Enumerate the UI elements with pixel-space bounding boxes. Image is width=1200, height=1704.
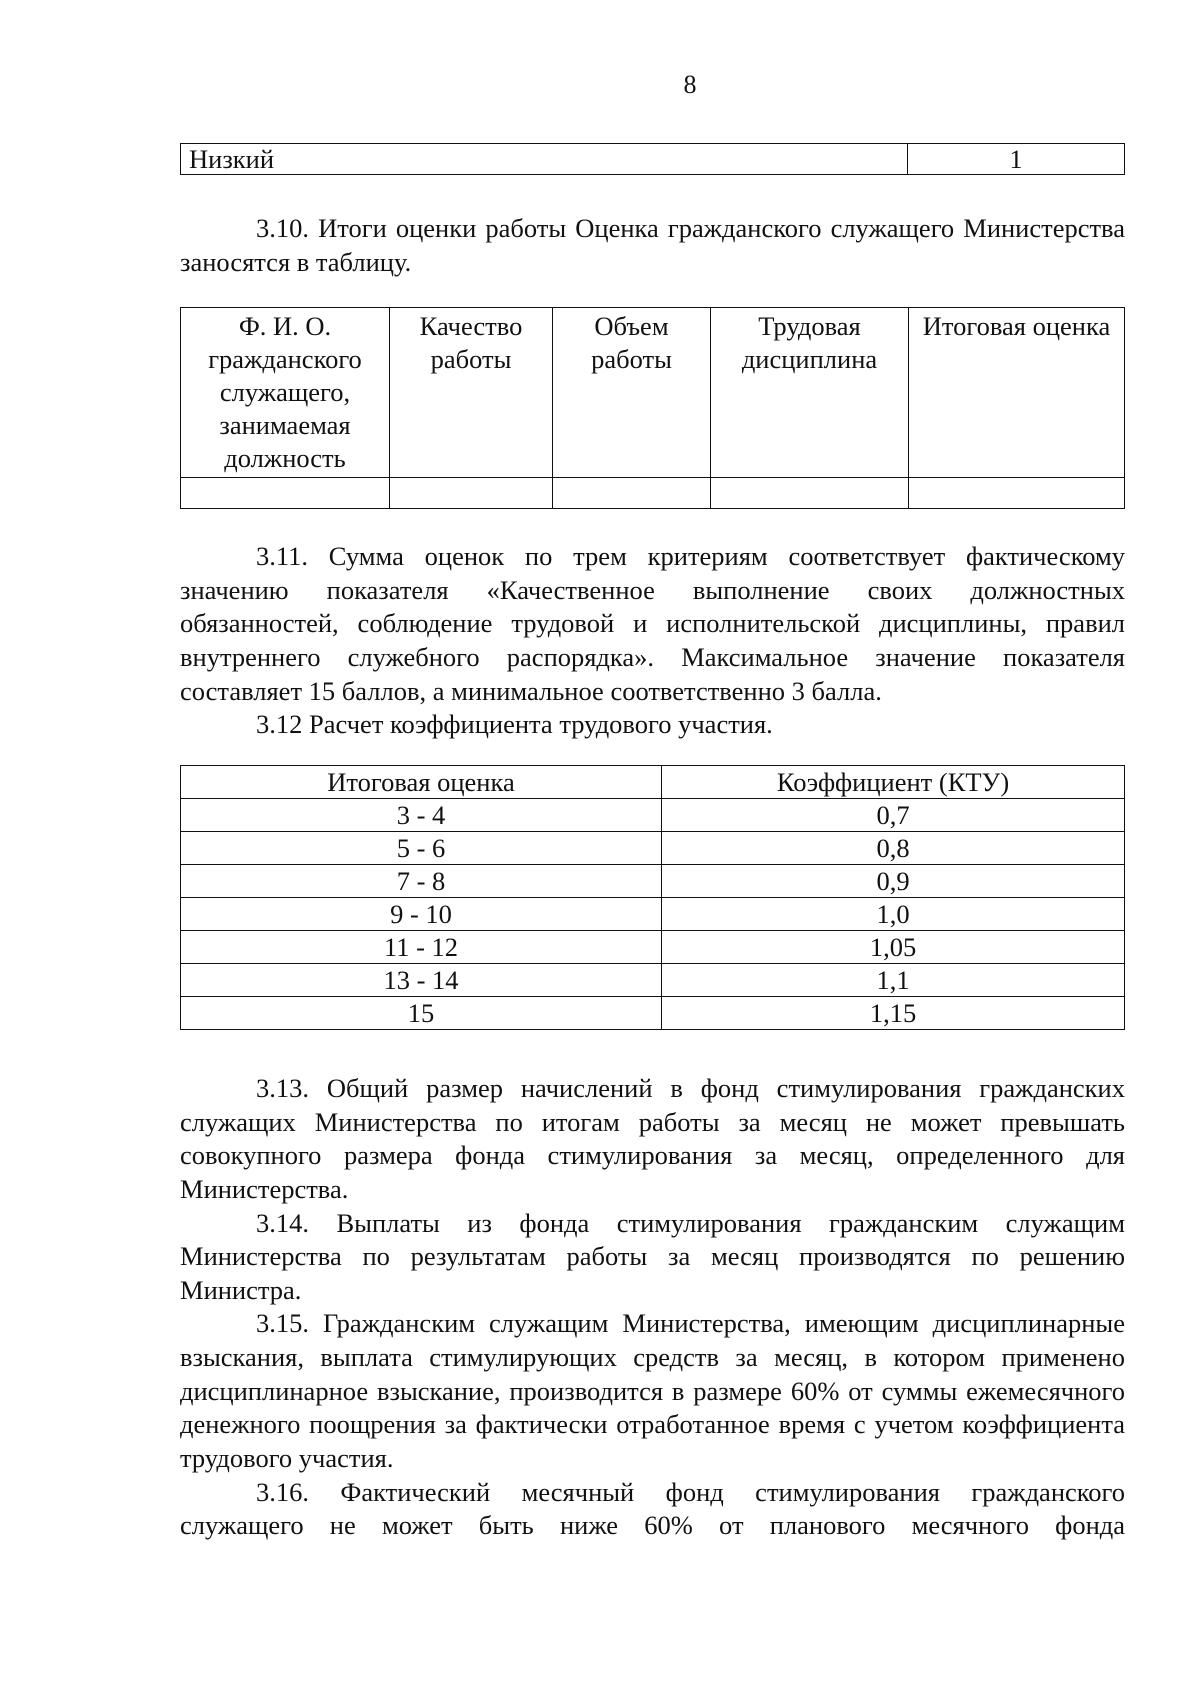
empty-cell: [181, 478, 390, 509]
paragraph-3-13: 3.13. Общий размер начислений в фонд стимулирования гражданских служащих Министерства по итогам работы за месяц не может превышать совокупного размера фонда стимулирования за месяц, определенного для Министерства.: [180, 1073, 1125, 1204]
table-row: [181, 799, 1125, 832]
paragraph-3-16: 3.16. Фактический месячный фонд стимулирования гражданского служащего не может быть ниже 60% от планового месячного фонда: [180, 1476, 1125, 1541]
paragraph-3-12: 3.12 Расчет коэффициента трудового участия.: [256, 709, 773, 740]
score-range: 11 - 12: [181, 931, 662, 964]
score-range: 3 - 4: [181, 799, 662, 832]
coefficient-value: 0,8: [662, 832, 1125, 865]
table-row: [181, 931, 1125, 964]
sections-3-13-to-3-16: [180, 1072, 1125, 1543]
header-discipline: Трудовая дисциплина: [711, 308, 909, 478]
coefficient-value: 1,1: [662, 964, 1125, 997]
rating-label: Низкий: [181, 144, 908, 175]
table-header-row: [181, 308, 1125, 478]
header-final-score: Итоговая оценка: [909, 308, 1125, 478]
table-row: [181, 997, 1125, 1030]
section-3-10: [180, 212, 1125, 279]
paragraph-3-10: 3.10. Итоги оценки работы Оценка гражданского служащего Министерства заносятся в таблицу.: [180, 213, 1125, 277]
empty-cell: [390, 478, 553, 509]
rating-value: 1: [908, 144, 1125, 175]
empty-cell: [711, 478, 909, 509]
coefficient-value: 1,05: [662, 931, 1125, 964]
table-row: [181, 898, 1125, 931]
coefficient-value: 1,0: [662, 898, 1125, 931]
page-number: 8: [683, 70, 697, 99]
table-row: [181, 832, 1125, 865]
header-fio: Ф. И. О. гражданского служащего, занимаемая должность: [181, 308, 390, 478]
paragraph-3-15: 3.15. Гражданским служащим Министерства, имеющим дисциплинарные взыскания, выплата стимулирующих средств за месяц, в котором применено дисциплинарное взыскание, производится в размере 60% от суммы ежемесячного денежного поощрения за фактически отработанное время с учетом коэффициента трудового участия.: [180, 1308, 1125, 1474]
header-volume: Объем работы: [553, 308, 711, 478]
score-range: 15: [181, 997, 662, 1030]
table-row: [181, 144, 1125, 175]
score-range: 5 - 6: [181, 832, 662, 865]
evaluation-table: [180, 307, 1125, 509]
paragraph-3-11: 3.11. Сумма оценок по трем критериям соответствует фактическому значению показателя «Качественное выполнение своих должностных обязанностей, соблюдение трудовой и исполнительской дисциплины, правил внутреннего служебного распорядка». Максимальное значение показателя составляет 15 баллов, а минимальное соответственно 3 балла.: [180, 541, 1125, 706]
score-range: 9 - 10: [181, 898, 662, 931]
coefficient-value: 0,7: [662, 799, 1125, 832]
empty-cell: [553, 478, 711, 509]
score-range: 13 - 14: [181, 964, 662, 997]
section-3-11: [180, 540, 1125, 742]
ktu-table: [180, 765, 1125, 1030]
table-row: [181, 865, 1125, 898]
header-final-score: Итоговая оценка: [181, 766, 662, 799]
paragraph-3-14: 3.14. Выплаты из фонда стимулирования гражданским служащим Министерства по результатам работы за месяц производятся по решению Министра.: [180, 1207, 1125, 1305]
table-header-row: [181, 766, 1125, 799]
coefficient-value: 1,15: [662, 997, 1125, 1030]
header-quality: Качество работы: [390, 308, 553, 478]
rating-table-fragment: [180, 143, 1125, 175]
score-range: 7 - 8: [181, 865, 662, 898]
header-coefficient: Коэффициент (КТУ): [662, 766, 1125, 799]
table-row-empty: [181, 478, 1125, 509]
coefficient-value: 0,9: [662, 865, 1125, 898]
table-row: [181, 964, 1125, 997]
empty-cell: [909, 478, 1125, 509]
